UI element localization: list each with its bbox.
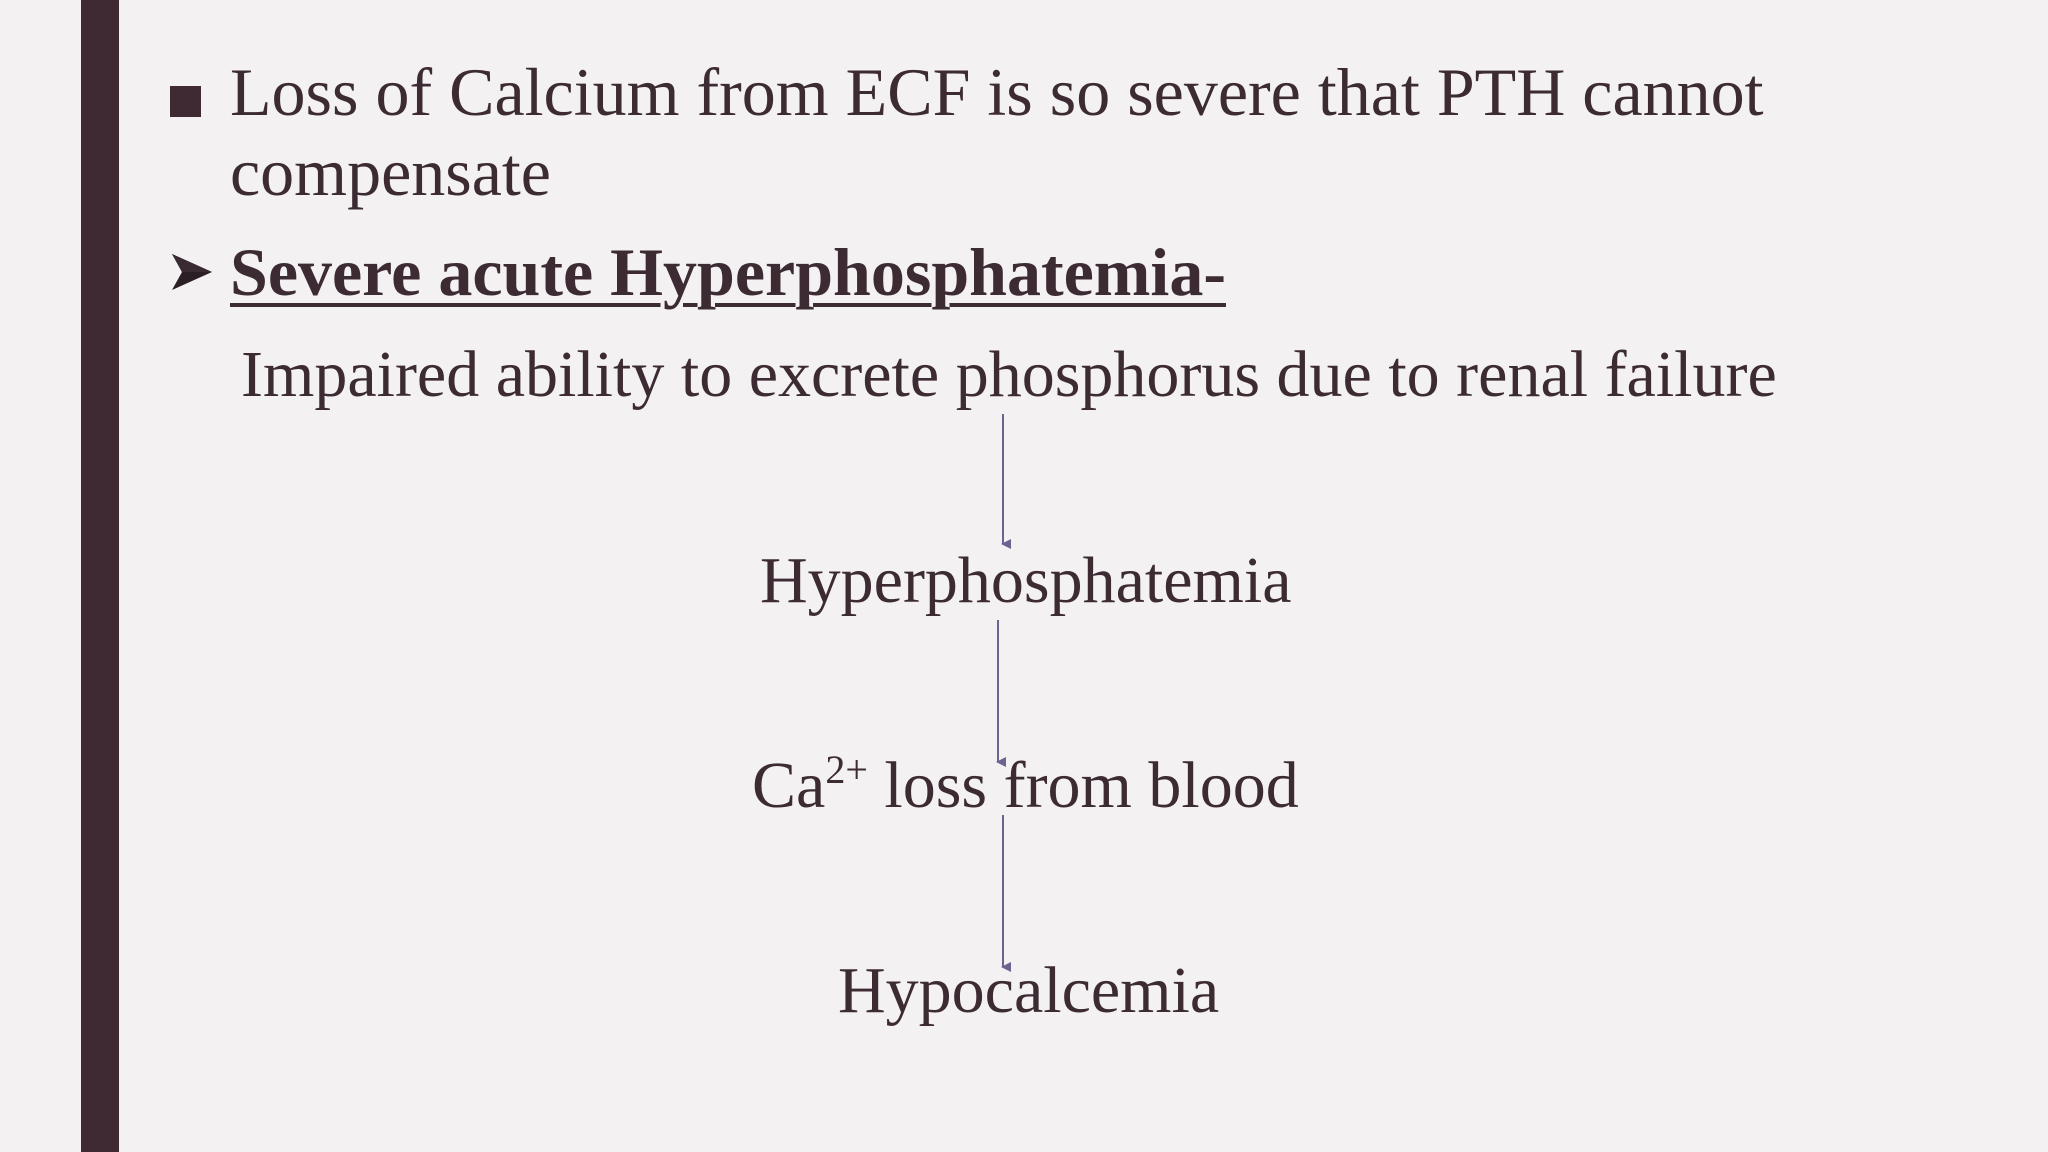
flow-step-calcium-loss [752, 747, 1299, 822]
calcium-loss-text: loss from blood [867, 749, 1299, 822]
flow-step-hypocalcemia: Hypocalcemia [838, 954, 1220, 1027]
calcium-charge: 2+ [825, 747, 868, 792]
arrowhead-bullet-icon [168, 248, 216, 296]
cause-text: Impaired ability to excrete phosphorus due to renal failure [241, 338, 1777, 411]
bullet-text-line-1: Loss of Calcium from ECF is so severe that PTH cannot [230, 54, 1764, 130]
bullet-text-line-2: compensate [230, 134, 551, 210]
square-bullet-icon [170, 86, 201, 117]
section-heading: Severe acute Hyperphosphatemia- [230, 234, 1226, 310]
flow-step-hyperphosphatemia: Hyperphosphatemia [760, 544, 1292, 617]
accent-bar [81, 0, 119, 1152]
calcium-symbol: Ca [752, 749, 826, 822]
